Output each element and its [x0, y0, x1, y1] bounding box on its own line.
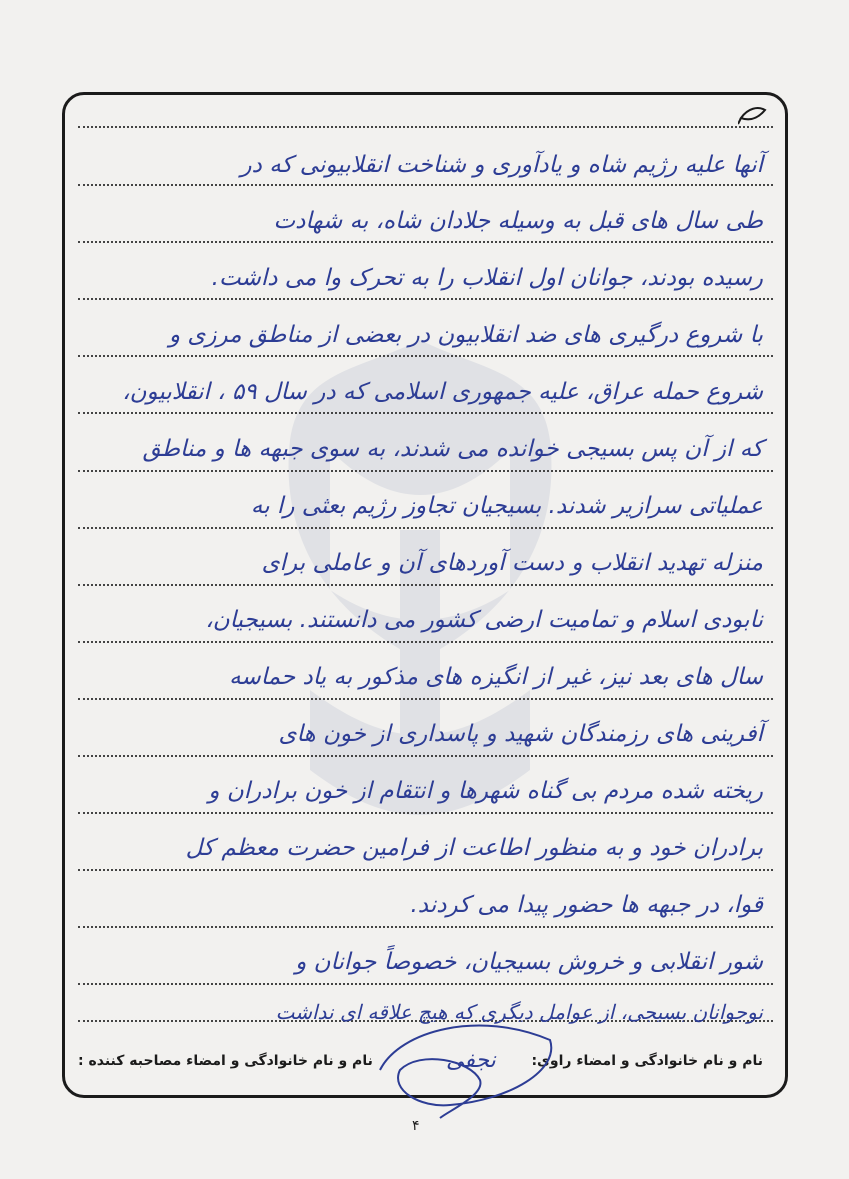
ruled-line	[78, 926, 773, 928]
ruled-line	[78, 527, 773, 529]
ruled-line	[78, 584, 773, 586]
handwritten-line: که از آن پس بسیجی خوانده می شدند، به سوی جبهه ها و مناطق	[142, 436, 763, 462]
interviewer-signature-label: نام و نام خانوادگی و امضاء مصاحبه کننده :	[78, 1053, 373, 1069]
handwritten-line: عملیاتی سرازیر شدند. بسیجیان تجاوز رژیم بعثی را به	[250, 493, 763, 519]
handwritten-line: آفرینی های رزمندگان شهید و پاسداری از خون های	[278, 721, 763, 747]
narrator-signature-label: نام و نام خانوادگی و امضاء راوی:	[531, 1053, 763, 1069]
ruled-line	[78, 355, 773, 357]
ruled-line	[78, 641, 773, 643]
handwritten-line: نابودی اسلام و تمامیت ارضی کشور می دانستند. بسیجیان،	[205, 607, 763, 633]
ruled-line	[78, 755, 773, 757]
handwritten-line: قوا، در جبهه ها حضور پیدا می کردند.	[410, 892, 763, 918]
handwritten-line: منزله تهدید انقلاب و دست آوردهای آن و عاملی برای	[261, 550, 763, 576]
handwritten-line: نوجوانان بسیجی، از عوامل دیگری که هیچ علاقه ای نداشت	[275, 1000, 763, 1024]
handwritten-line: سال های بعد نیز، غیر از انگیزه های مذکور به یاد حماسه	[229, 664, 763, 690]
ruled-line	[78, 698, 773, 700]
handwritten-line: رسیده بودند، جوانان اول انقلاب را به تحرک وا می داشت.	[211, 265, 763, 291]
ruled-line	[78, 983, 773, 985]
handwritten-line: با شروع درگیری های ضد انقلابیون در بعضی از مناطق مرزی و	[168, 322, 763, 348]
handwritten-line: برادران خود و به منظور اطاعت از فرامین حضرت معظم کل	[185, 835, 763, 861]
ruled-line	[78, 470, 773, 472]
ruled-line	[78, 126, 773, 128]
ruled-line	[78, 412, 773, 414]
ruled-line	[78, 298, 773, 300]
ruled-line	[78, 812, 773, 814]
page-number: ۴	[412, 1118, 420, 1134]
handwritten-line: ریخته شده مردم بی گناه شهرها و انتقام از خون برادران و	[208, 778, 763, 804]
handwritten-line: طی سال های قبل به وسیله جلادان شاه، به شهادت	[273, 208, 763, 234]
organization-emblem-watermark	[270, 330, 570, 850]
ruled-line	[78, 869, 773, 871]
handwritten-line: آنها علیه رژیم شاه و یادآوری و شناخت انقلابیونی که در	[240, 152, 763, 178]
pen-icon	[738, 104, 768, 126]
ruled-line	[78, 241, 773, 243]
handwritten-line: شروع حمله عراق، علیه جمهوری اسلامی که در سال ۵۹ ، انقلابیون،	[122, 379, 763, 405]
handwritten-line: شور انقلابی و خروش بسیجیان، خصوصاً جوانان و	[295, 949, 763, 975]
ruled-line	[78, 184, 773, 186]
interviewer-signature-name: نجفی	[446, 1048, 496, 1073]
